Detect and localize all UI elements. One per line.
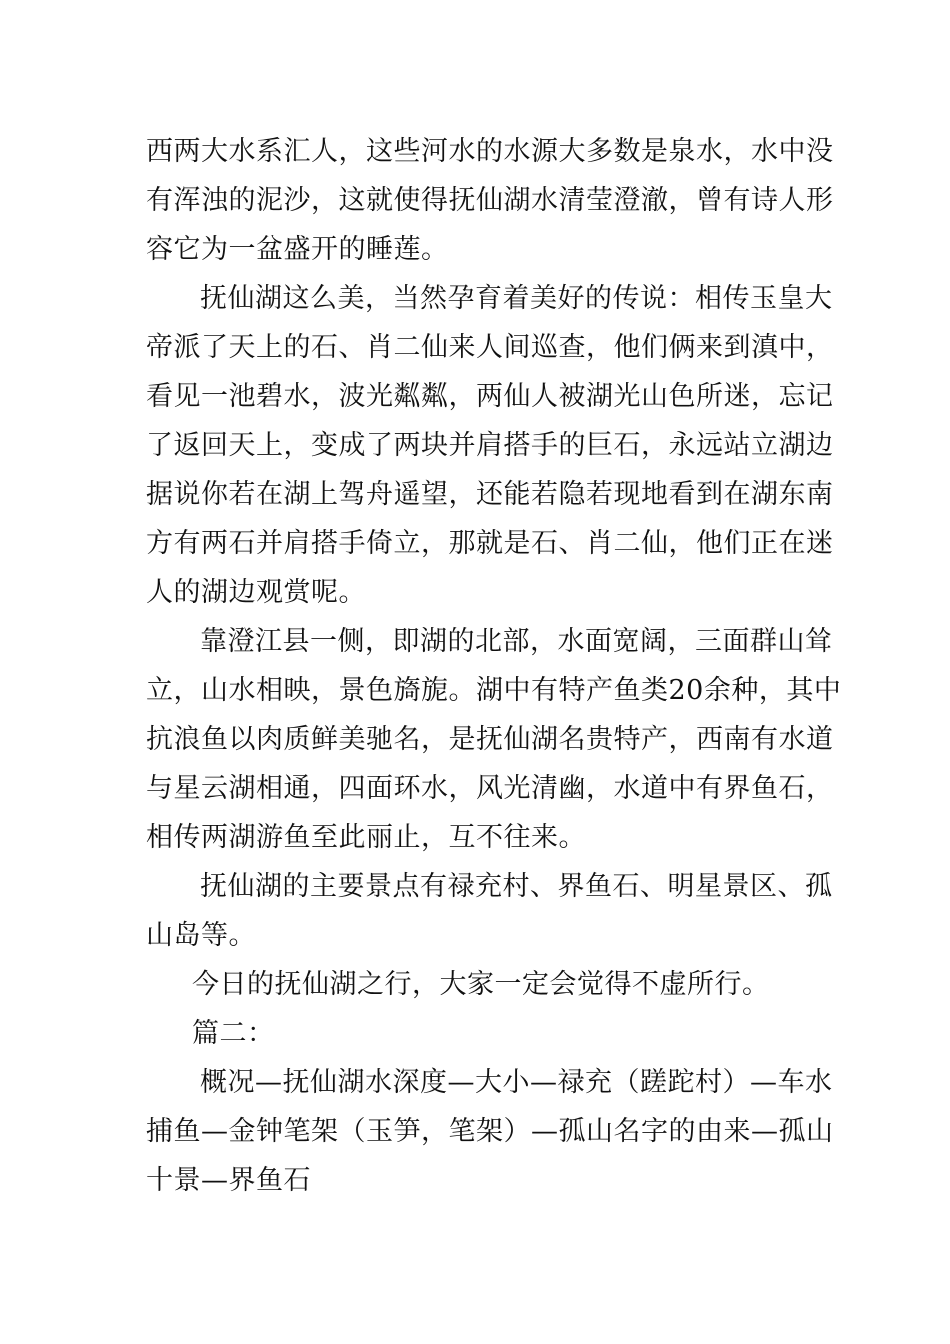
paragraph-7-line-3: 十景—界鱼石 (146, 1165, 311, 1196)
paragraph-1-line-1: 西两大水系汇人，这些河水的水源大多数是泉水，水中没 (146, 136, 834, 167)
paragraph-2-line-4: 了返回天上，变成了两块并肩搭手的巨石，永远站立湖边 (146, 430, 834, 461)
document-body (146, 127, 842, 1205)
paragraph-1-line-2: 有浑浊的泥沙，这就使得抚仙湖水清莹澄澈，曾有诗人形 (146, 185, 834, 216)
paragraph-5-line-1: 今日的抚仙湖之行，大家一定会觉得不虚所行。 (192, 969, 770, 1000)
paragraph-2-line-3: 看见一池碧水，波光粼粼，两仙人被湖光山色所迷，忘记 (146, 381, 834, 412)
paragraph-4-line-2: 山岛等。 (146, 920, 256, 951)
paragraph-3-line-3: 抗浪鱼以肉质鲜美驰名，是抚仙湖名贵特产，西南有水道 (146, 724, 834, 755)
paragraph-2-line-6: 方有两石并肩搭手倚立，那就是石、肖二仙，他们正在迷 (146, 528, 834, 559)
paragraph-2-line-5: 据说你若在湖上驾舟遥望，还能若隐若现地看到在湖东南 (146, 479, 834, 510)
section-heading-part-two: 篇二： (192, 1018, 275, 1049)
paragraph-3-line-5: 相传两湖游鱼至此丽止，互不往来。 (146, 822, 586, 853)
paragraph-7-line-2: 捕鱼—金钟笔架（玉笋，笔架）—孤山名字的由来—孤山 (146, 1116, 834, 1147)
paragraph-7-line-1: 概况—抚仙湖水深度—大小—禄充（蹉跎村）—车水 (200, 1067, 833, 1098)
paragraph-3-line-2: 立，山水相映，景色旖旎。湖中有特产鱼类20余种，其中 (146, 675, 842, 706)
paragraph-4-line-1: 抚仙湖的主要景点有禄充村、界鱼石、明星景区、孤 (200, 871, 833, 902)
paragraph-3-line-4: 与星云湖相通，四面环水，风光清幽，水道中有界鱼石， (146, 773, 834, 804)
paragraph-2-line-2: 帝派了天上的石、肖二仙来人间巡查，他们俩来到滇中， (146, 332, 834, 363)
paragraph-2-line-7: 人的湖边观赏呢。 (146, 577, 366, 608)
paragraph-1-line-3: 容它为一盆盛开的睡莲。 (146, 234, 449, 265)
paragraph-2-line-1: 抚仙湖这么美，当然孕育着美好的传说：相传玉皇大 (200, 283, 833, 314)
paragraph-3-line-1: 靠澄江县一侧，即湖的北部，水面宽阔，三面群山耸 (200, 626, 833, 657)
